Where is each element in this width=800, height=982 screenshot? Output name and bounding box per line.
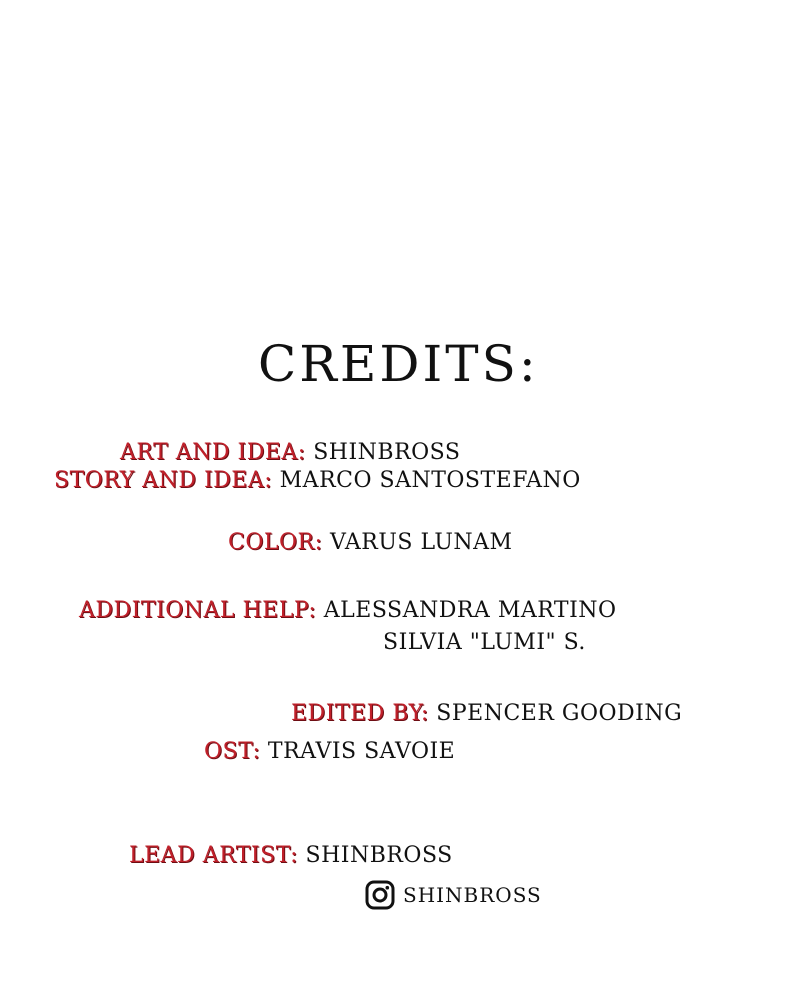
- credit-value: VARUS LUNAM: [330, 530, 513, 555]
- credit-label: COLOR:: [228, 530, 323, 555]
- credits-title: CREDITS:: [258, 335, 539, 393]
- credit-label: LEAD ARTIST:: [129, 843, 298, 868]
- credit-label: ADDITIONAL HELP:: [79, 598, 317, 623]
- credit-edited-by: [291, 699, 682, 729]
- credit-lead-artist: [129, 841, 453, 871]
- credit-value: MARCO SANTOSTEFANO: [279, 468, 581, 493]
- credit-additional-help: [79, 596, 617, 626]
- credit-value: SILVIA "LUMI" S.: [383, 630, 586, 655]
- credit-value: SHINBROSS: [305, 843, 453, 868]
- instagram-icon: [365, 880, 395, 910]
- credit-value: ALESSANDRA MARTINO: [323, 598, 617, 623]
- instagram-link[interactable]: [365, 879, 542, 911]
- instagram-handle[interactable]: SHINBROSS: [403, 883, 542, 907]
- credit-label: OST:: [204, 739, 261, 764]
- credit-additional-help-2: [383, 628, 586, 658]
- credit-ost: [204, 737, 455, 767]
- credit-value: SHINBROSS: [313, 440, 461, 465]
- credit-value: SPENCER GOODING: [436, 701, 683, 726]
- credit-label: EDITED BY:: [291, 701, 429, 726]
- credit-color: [228, 528, 513, 558]
- credit-value: TRAVIS SAVOIE: [267, 739, 456, 764]
- credit-art-and-idea: [120, 438, 460, 468]
- credit-label: STORY AND IDEA:: [54, 468, 273, 493]
- credit-label: ART AND IDEA:: [120, 440, 306, 465]
- credit-story-and-idea: [54, 466, 581, 496]
